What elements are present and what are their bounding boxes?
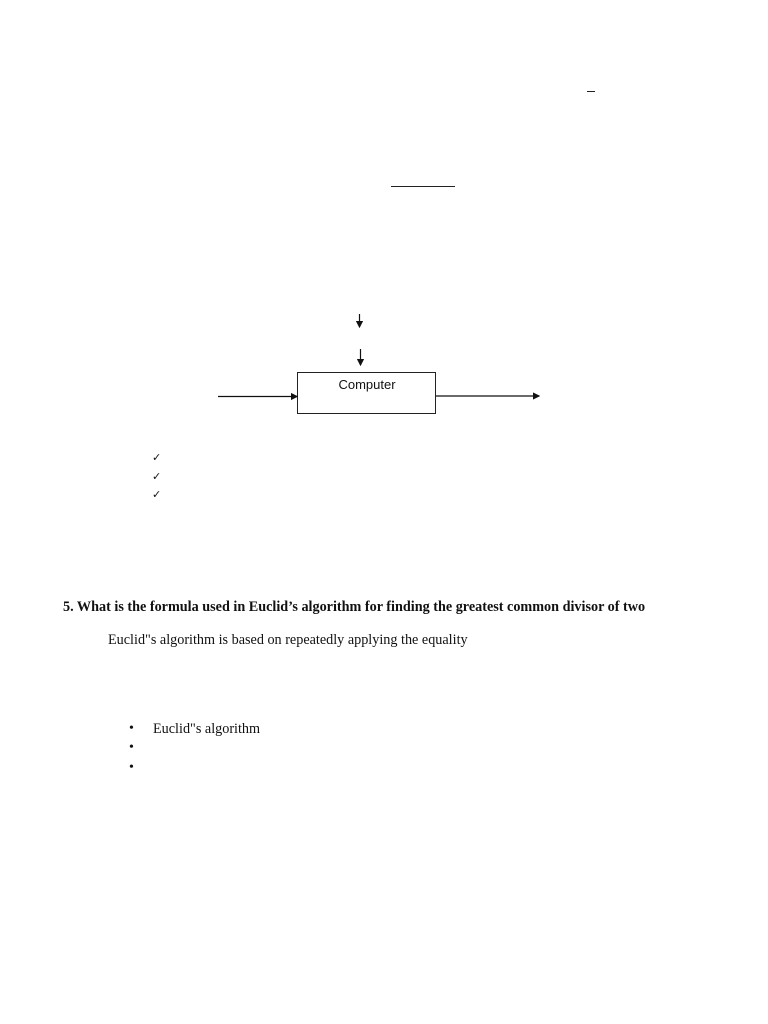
computer-diagram xyxy=(0,300,768,430)
question-heading: 5. What is the formula used in Euclid’s algorithm for finding the greatest common divisor of two xyxy=(63,599,646,615)
checkmark-icon: ✓ xyxy=(152,488,162,501)
checkmark-icon: ✓ xyxy=(152,451,162,464)
bullet-icon: • xyxy=(129,760,134,775)
computer-box-label: Computer xyxy=(338,377,396,392)
bullet-icon: • xyxy=(129,721,134,736)
bullet-icon: • xyxy=(129,740,134,755)
answer-text: Euclid"s algorithm is based on repeatedly applying the equality xyxy=(108,632,468,648)
bullet-item: Euclid"s algorithm xyxy=(153,721,261,737)
checkmark-icon: ✓ xyxy=(152,470,162,483)
dash-mark xyxy=(587,91,595,92)
underline-rule xyxy=(391,186,455,187)
